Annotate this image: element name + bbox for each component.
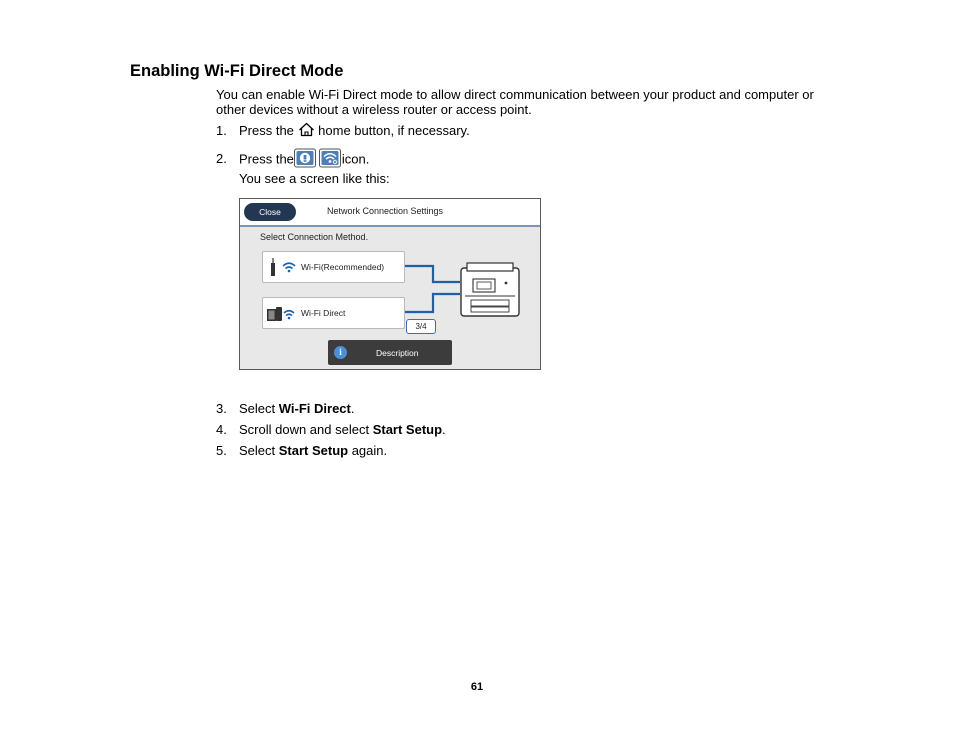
step-2 (216, 148, 370, 167)
step-number: 4. (216, 422, 227, 437)
option-label: Wi-Fi(Recommended) (301, 262, 385, 272)
screen-note: You see a screen like this: (239, 171, 390, 186)
step-1 (216, 122, 470, 138)
screen-illustration (239, 198, 541, 370)
section-heading: Enabling Wi-Fi Direct Mode (130, 62, 344, 80)
page-indicator: 3/4 (406, 319, 436, 334)
description-label: Description (376, 348, 419, 358)
step-text-post: icon. (341, 151, 370, 167)
step-number: 1. (216, 122, 227, 138)
step-text-pre: Scroll down and select (239, 422, 373, 437)
step-text-post: home button, if necessary. (318, 122, 470, 138)
step-number: 2. (216, 151, 227, 167)
printer-icon (461, 263, 519, 316)
step-5 (216, 443, 387, 459)
step-text-pre: Press the (239, 122, 294, 138)
step-3 (216, 401, 354, 417)
step-text-pre: Select (239, 401, 279, 416)
devices-wifi-icon (266, 304, 300, 324)
description-button[interactable] (328, 340, 452, 365)
step-text-bold: Wi-Fi Direct (278, 401, 351, 416)
option-label: Wi-Fi Direct (301, 308, 346, 318)
close-button[interactable]: Close (244, 203, 296, 221)
screen-prompt: Select Connection Method. (260, 232, 369, 242)
page-number: 61 (470, 681, 484, 693)
step-text-bold: Start Setup (278, 443, 349, 458)
step-4 (216, 422, 446, 438)
intro-paragraph: You can enable Wi-Fi Direct mode to allow direct communication between your product and computer or other devices without a wireless router or access point. (216, 87, 814, 117)
wifi-recommended-option[interactable] (262, 251, 405, 283)
router-wifi-icon (269, 257, 299, 277)
network-status-icon (294, 148, 342, 172)
step-text-pre: Press the (239, 151, 294, 167)
step-text-post: . (442, 422, 446, 437)
step-text-post: . (350, 401, 355, 416)
step-text-bold: Start Setup (372, 422, 443, 437)
step-number: 5. (216, 443, 227, 458)
wifi-direct-option[interactable] (262, 297, 405, 329)
step-text-pre: Select (239, 443, 279, 458)
step-number: 3. (216, 401, 227, 416)
info-icon: i (334, 346, 347, 359)
home-icon (298, 122, 315, 141)
screen-title: Network Connection Settings (327, 206, 444, 216)
step-text-post: again. (348, 443, 388, 458)
